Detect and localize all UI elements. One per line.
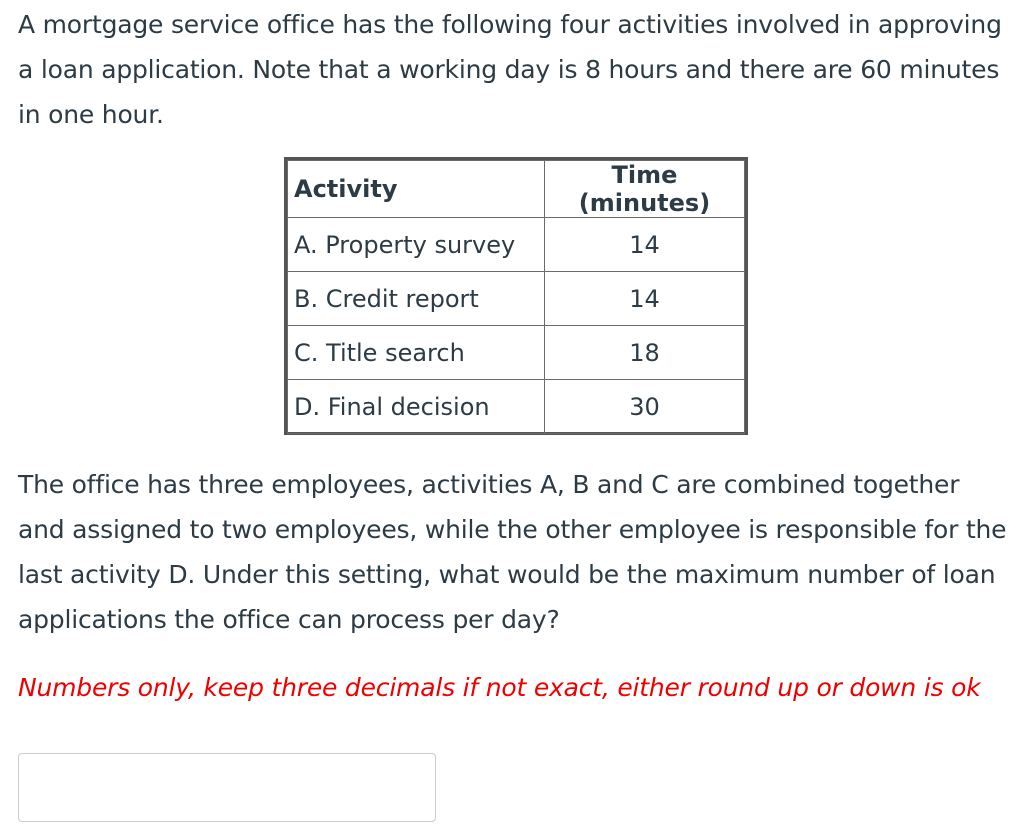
activity-cell: C. Title search [288, 326, 545, 380]
question-paragraph: The office has three employees, activities A, B and C are combined together and assigned to two employees, while the other employee is responsible for the last activity D. Under this setting, what would be the maximum number of loan applications the office can process per day? [18, 470, 1007, 634]
activity-cell: A. Property survey [288, 218, 545, 272]
table-row [288, 326, 745, 380]
time-cell: 30 [545, 380, 745, 434]
table-row [288, 272, 745, 326]
answer-instructions: Numbers only, keep three decimals if not exact, either round up or down is ok [18, 673, 981, 702]
activity-column-header: Activity [288, 161, 545, 218]
activity-cell: D. Final decision [288, 380, 545, 434]
table-row [288, 218, 745, 272]
time-cell: 14 [545, 272, 745, 326]
time-cell: 14 [545, 218, 745, 272]
time-column-header: Time (minutes) [545, 161, 745, 218]
time-cell: 18 [545, 326, 745, 380]
table-header-row [288, 161, 745, 218]
table-row [288, 380, 745, 434]
answer-input[interactable] [18, 753, 436, 822]
intro-paragraph: A mortgage service office has the following four activities involved in approving a loan application. Note that a working day is 8 hours and there are 60 minutes in one hour. [18, 10, 1002, 129]
activity-cell: B. Credit report [288, 272, 545, 326]
activity-table-frame [284, 157, 748, 435]
activity-table [287, 160, 745, 434]
